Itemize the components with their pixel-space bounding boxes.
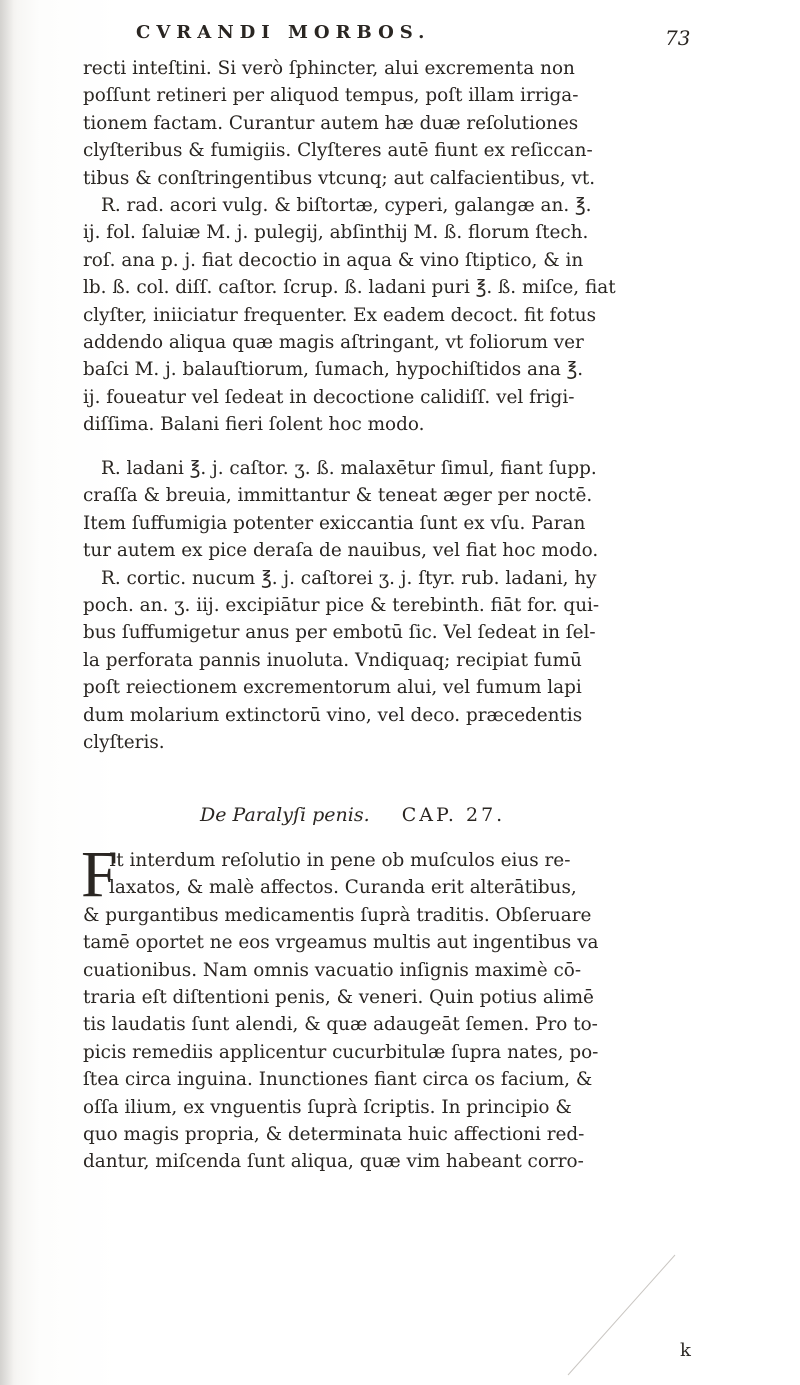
text-line: & purgantibus medicamentis ſuprà traditis. Obſeruare <box>83 904 592 926</box>
text-line: dum molarium extinctorū vino, vel deco. præcedentis <box>83 704 583 726</box>
text-line: craſſa & breuia, immittantur & teneat æger per noctē. <box>83 485 593 507</box>
text-line: Item ſuffumigia potenter exiccantia ſunt ex vſu. Paran <box>83 512 586 534</box>
chapter-number: CAP. 27. <box>401 804 506 826</box>
text-line: roſ. ana p. j. fiat decoctio in aqua & vino ſtiptico, & in <box>83 249 584 271</box>
text-line: poch. an. ʒ. iij. excipiātur pice & terebinth. fiāt for. qui- <box>83 594 600 616</box>
catchword: k <box>680 1340 691 1361</box>
text-line: la perforata pannis inuoluta. Vndiquaq; recipiat fumū <box>83 649 582 671</box>
text-line: clyſter, iniiciatur frequenter. Ex eadem decoct. fit fotus <box>83 304 597 326</box>
text-line: oſſa ilium, ex vnguentis ſuprà ſcriptis. In principio & <box>83 1096 572 1118</box>
text-line: tur autem ex pice deraſa de nauibus, vel fiat hoc modo. <box>83 540 599 562</box>
text-line: dantur, miſcenda ſunt aliqua, quæ vim habeant corro- <box>83 1151 584 1173</box>
drop-cap: F <box>81 838 118 911</box>
text-line: bus ſuffumigetur anus per embotū ſic. Vel ſedeat in ſel- <box>83 622 596 644</box>
text-line: tis laudatis ſunt alendi, & quæ adaugeāt ſemen. Pro to- <box>83 1014 598 1036</box>
text-line: baſci M. j. balauſtiorum, ſumach, hypochiſtidos ana ℥. <box>83 359 584 381</box>
text-line: ſtea circa inguina. Inunctiones fiant circa os facium, & <box>83 1069 593 1091</box>
text-line: ij. fol. ſaluiæ M. j. pulegij, abſinthij M. ß. florum ſtech. <box>83 222 589 244</box>
text-line: traria eſt diſtentioni penis, & veneri. Quin potius alimē <box>83 986 594 1008</box>
text-line: R. cortic. nucum ℥. j. caſtorei ʒ. j. ſtyr. rub. ladani, hy <box>101 567 597 589</box>
text-line: tionem factam. Curantur autem hæ duæ reſolutiones <box>83 112 579 134</box>
running-title: CVRANDI MORBOS. <box>136 22 431 43</box>
text-line: addendo aliqua quæ magis aſtringant, vt foliorum ver <box>83 331 584 353</box>
text-line: cuationibus. Nam omnis vacuatio inſignis maximè cō- <box>83 959 582 981</box>
paragraph-2 <box>83 455 773 756</box>
text-line: ij. foueatur vel ſedeat in decoctione calidiſſ. vel frigi- <box>83 386 575 408</box>
text-line: poſſunt retineri per aliquod tempus, poſt illam irriga- <box>83 85 579 107</box>
text-line: lb. ß. col. diſſ. caſtor. ſcrup. ß. ladani puri ℥. ß. miſce, fiat <box>83 277 616 299</box>
text-line: poſt reiectionem excrementorum alui, vel fumum lapi <box>83 677 582 699</box>
text-line: R. ladani ℥. j. caſtor. ʒ. ß. malaxētur ſimul, fiant ſupp. <box>101 458 597 479</box>
paragraph-3 <box>81 838 773 1176</box>
running-head <box>100 8 691 50</box>
chapter-heading <box>200 804 580 836</box>
chapter-title: De Paralyſi penis. <box>200 804 370 826</box>
spine-shadow <box>0 0 14 1385</box>
text-line: clyſteribus & fumigiis. Clyſteres autē fiunt ex reſiccan- <box>83 140 593 162</box>
paragraph-1 <box>83 55 773 438</box>
text-line: tibus & conſtringentibus vtcunq; aut calfacientibus, vt. <box>83 167 596 189</box>
text-line: diſſima. Balani fieri ſolent hoc modo. <box>83 414 425 436</box>
text-line: picis remediis applicentur cucurbitulæ ſupra nates, po- <box>83 1041 599 1063</box>
text-line: It interdum reſolutio in pene ob muſculos eius re- <box>109 850 571 871</box>
page-number: 73 <box>665 26 691 50</box>
text-line: clyſteris. <box>83 731 165 753</box>
text-line: recti inteſtini. Si verò ſphincter, alui excrementa non <box>83 58 575 79</box>
stray-pencil-mark <box>560 1250 680 1380</box>
text-line: R. rad. acori vulg. & biſtortæ, cyperi, galangæ an. ℥. <box>101 194 592 216</box>
text-line: quo magis propria, & determinata huic affectioni red- <box>83 1123 585 1145</box>
text-line: tamē oportet ne eos vrgeamus multis aut ingentibus va <box>83 932 599 954</box>
text-line: laxatos, & malè affectos. Curanda erit alterātibus, <box>109 877 577 899</box>
